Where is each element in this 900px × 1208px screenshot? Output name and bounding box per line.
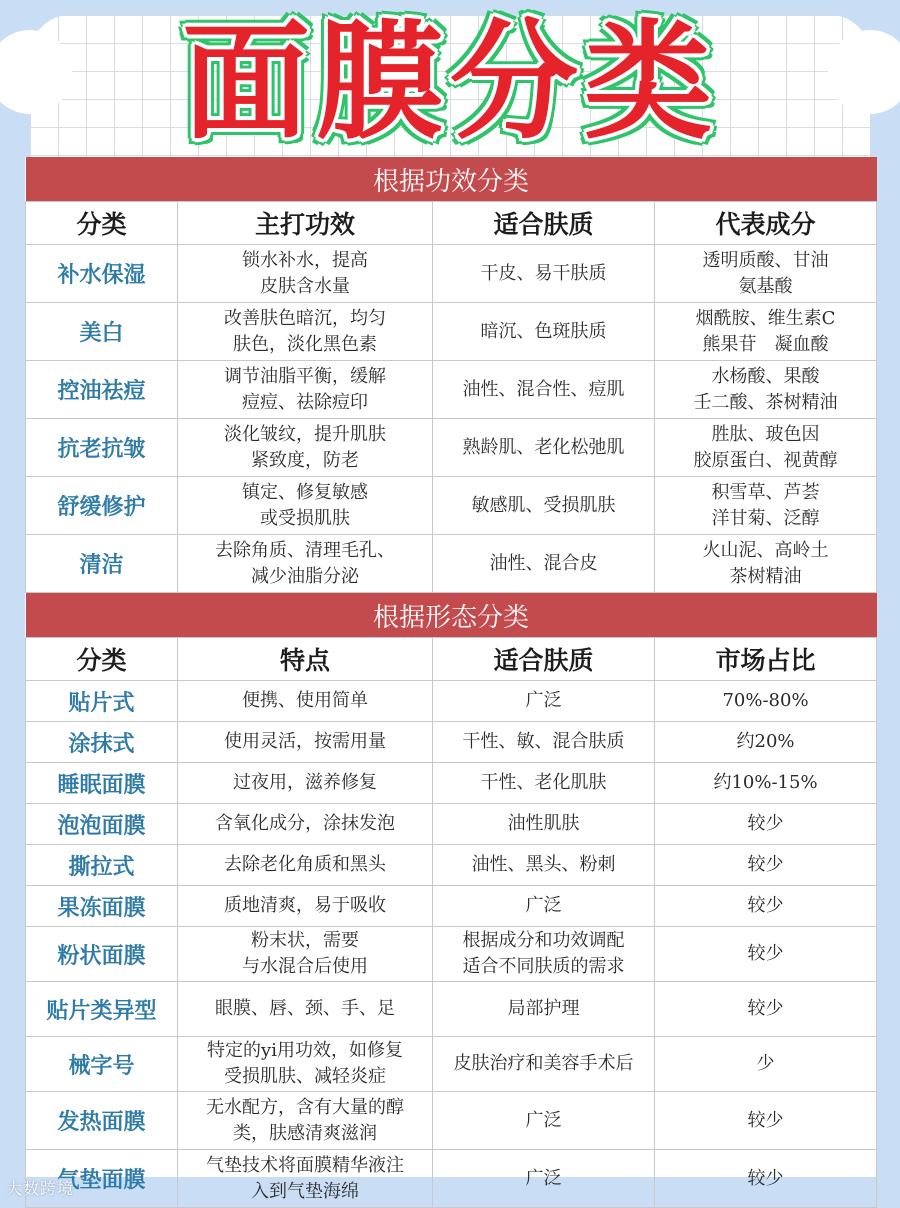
category-cell: 舒缓修护 <box>26 477 178 535</box>
category-cell: 补水保湿 <box>26 245 178 303</box>
skin-cell <box>433 722 655 763</box>
skin-cell <box>433 535 655 593</box>
feature-cell <box>178 804 433 845</box>
ingredients-cell-line: 洋甘菊、泛醇 <box>711 507 820 529</box>
ingredients-cell-line: 胜肽、玻色因 <box>711 423 820 445</box>
table-row <box>26 804 877 845</box>
skin-cell <box>433 1037 655 1092</box>
table-row <box>26 303 877 361</box>
table-row <box>26 535 877 593</box>
ingredients-cell-line: 积雪草、芦荟 <box>711 481 820 503</box>
ingredients-cell-line: 熊果苷 凝血酸 <box>702 333 829 355</box>
section-heading: 根据功效分类 <box>26 157 877 202</box>
feature-cell <box>178 845 433 886</box>
category-cell: 械字号 <box>26 1037 178 1092</box>
feature-cell-line: 去除老化角质和黑头 <box>224 854 386 875</box>
skin-cell <box>433 303 655 361</box>
share-cell: 较少 <box>655 886 877 927</box>
category-cell: 发热面膜 <box>26 1092 178 1150</box>
skin-cell-line: 广泛 <box>525 895 562 916</box>
skin-cell-line: 油性、黑头、粉刺 <box>471 854 616 875</box>
feature-cell-line: 眼膜、唇、颈、手、足 <box>215 998 395 1019</box>
ingredients-cell-line: 水杨酸、果酸 <box>711 365 820 387</box>
category-cell: 睡眠面膜 <box>26 763 178 804</box>
table-row <box>26 886 877 927</box>
effect-cell-line: 皮肤含水量 <box>260 275 350 297</box>
effect-cell <box>178 535 433 593</box>
feature-cell-line: 粉末状，需要 <box>251 930 359 951</box>
ingredients-cell <box>655 361 877 419</box>
ingredients-cell <box>655 245 877 303</box>
skin-cell-line: 根据成分和功效调配 <box>462 930 625 951</box>
category-cell: 美白 <box>26 303 178 361</box>
share-cell: 较少 <box>655 982 877 1037</box>
skin-cell-line: 广泛 <box>525 1167 562 1189</box>
skin-cell <box>433 927 655 982</box>
table-row <box>26 419 877 477</box>
skin-cell-line: 干性、老化肌肤 <box>480 772 607 793</box>
table-row <box>26 982 877 1037</box>
feature-cell <box>178 1150 433 1208</box>
share-cell: 少 <box>655 1037 877 1092</box>
column-header: 适合肤质 <box>433 638 655 681</box>
feature-cell-line: 便携、使用简单 <box>242 690 368 711</box>
category-cell: 贴片式 <box>26 681 178 722</box>
column-header: 适合肤质 <box>433 202 655 245</box>
skin-cell-line: 广泛 <box>525 690 562 711</box>
effect-cell-line: 锁水补水，提高 <box>242 249 368 271</box>
skin-cell-line: 皮肤治疗和美容手术后 <box>453 1053 634 1074</box>
skin-cell-line: 油性肌肤 <box>507 813 580 834</box>
skin-cell <box>433 681 655 722</box>
column-header: 主打功效 <box>178 202 433 245</box>
skin-cell-line: 油性、混合皮 <box>489 552 598 574</box>
effect-cell <box>178 303 433 361</box>
skin-cell-line: 油性、混合性、痘肌 <box>462 378 625 400</box>
table-row <box>26 1037 877 1092</box>
effect-cell-line: 肤色，淡化黑色素 <box>233 333 377 355</box>
effect-cell-line: 镇定、修复敏感 <box>242 481 368 503</box>
category-cell: 贴片类异型 <box>26 982 178 1037</box>
column-header: 特点 <box>178 638 433 681</box>
watermark-logo: 大数跨境 <box>6 1179 75 1198</box>
feature-cell-line: 入到气垫海绵 <box>251 1180 359 1202</box>
category-cell: 泡泡面膜 <box>26 804 178 845</box>
skin-cell <box>433 886 655 927</box>
feature-cell-line: 质地清爽，易于吸收 <box>224 895 386 916</box>
form-table <box>25 593 877 1208</box>
effect-cell <box>178 361 433 419</box>
effect-cell-line: 去除角质、清理毛孔、 <box>215 539 395 561</box>
skin-cell-line: 适合不同肤质的需求 <box>462 956 625 977</box>
category-cell: 粉状面膜 <box>26 927 178 982</box>
feature-cell <box>178 1037 433 1092</box>
feature-cell-line: 气垫技术将面膜精华液注 <box>206 1154 404 1176</box>
ingredients-cell <box>655 419 877 477</box>
share-cell: 约20% <box>655 722 877 763</box>
ingredients-cell-line: 胶原蛋白、视黄醇 <box>693 449 838 471</box>
header-row <box>26 638 877 681</box>
effect-cell-line: 淡化皱纹，提升肌肤 <box>224 423 386 445</box>
effect-cell <box>178 419 433 477</box>
category-cell: 气垫面膜 <box>26 1150 178 1208</box>
effect-cell <box>178 477 433 535</box>
skin-cell <box>433 804 655 845</box>
feature-cell <box>178 927 433 982</box>
table-row <box>26 361 877 419</box>
skin-cell <box>433 1092 655 1150</box>
table-row <box>26 681 877 722</box>
category-cell: 撕拉式 <box>26 845 178 886</box>
table-row <box>26 1150 877 1208</box>
skin-cell <box>433 763 655 804</box>
feature-cell-line: 无水配方，含有大量的醇 <box>206 1096 404 1118</box>
skin-cell <box>433 419 655 477</box>
feature-cell-line: 过夜用，滋养修复 <box>233 772 377 793</box>
skin-cell-line: 暗沉、色斑肤质 <box>480 320 607 342</box>
skin-cell-line: 干皮、易干肤质 <box>480 262 607 284</box>
ingredients-cell <box>655 477 877 535</box>
feature-cell <box>178 722 433 763</box>
section-banner <box>26 157 877 202</box>
table-row <box>26 845 877 886</box>
share-cell: 较少 <box>655 927 877 982</box>
category-cell: 果冻面膜 <box>26 886 178 927</box>
skin-cell <box>433 245 655 303</box>
table-row <box>26 477 877 535</box>
share-cell: 较少 <box>655 845 877 886</box>
ingredients-cell-line: 壬二酸、茶树精油 <box>693 391 838 413</box>
feature-cell-line: 特定的yi用功效，如修复 <box>207 1040 403 1061</box>
effect-cell-line: 改善肤色暗沉，均匀 <box>224 307 386 329</box>
effect-cell-line: 调节油脂平衡，缓解 <box>224 365 386 387</box>
skin-cell <box>433 477 655 535</box>
skin-cell-line: 熟龄肌、老化松弛肌 <box>462 436 625 458</box>
skin-cell <box>433 845 655 886</box>
efficacy-table <box>25 157 877 593</box>
page-title: 面膜分类 <box>181 8 718 157</box>
skin-cell-line: 干性、敏、混合肤质 <box>462 731 625 752</box>
feature-cell-line: 含氧化成分，涂抹发泡 <box>215 813 395 834</box>
effect-cell-line: 痘痘、祛除痘印 <box>242 391 368 413</box>
feature-cell-line: 与水混合后使用 <box>242 956 368 977</box>
table-row <box>26 245 877 303</box>
share-cell: 70%-80% <box>655 681 877 722</box>
feature-cell <box>178 982 433 1037</box>
share-cell: 较少 <box>655 804 877 845</box>
feature-cell <box>178 763 433 804</box>
skin-cell-line: 广泛 <box>525 1109 562 1131</box>
skin-cell-line: 敏感肌、受损肌肤 <box>471 494 616 516</box>
feature-cell <box>178 681 433 722</box>
effect-cell-line: 减少油脂分泌 <box>251 565 359 587</box>
table-row <box>26 1092 877 1150</box>
header-row <box>26 202 877 245</box>
column-header: 市场占比 <box>655 638 877 681</box>
feature-cell <box>178 886 433 927</box>
column-header: 代表成分 <box>655 202 877 245</box>
table-row <box>26 722 877 763</box>
table-row <box>26 763 877 804</box>
feature-cell <box>178 1092 433 1150</box>
column-header: 分类 <box>26 638 178 681</box>
section-banner <box>26 593 877 638</box>
category-cell: 抗老抗皱 <box>26 419 178 477</box>
section-heading: 根据形态分类 <box>26 593 877 638</box>
category-cell: 涂抹式 <box>26 722 178 763</box>
feature-cell-line: 受损肌肤、减轻炎症 <box>224 1066 386 1087</box>
share-cell: 约10%-15% <box>655 763 877 804</box>
effect-cell <box>178 245 433 303</box>
ingredients-cell <box>655 535 877 593</box>
effect-cell-line: 或受损肌肤 <box>260 507 350 529</box>
share-cell: 较少 <box>655 1150 877 1208</box>
ingredients-cell-line: 氨基酸 <box>738 275 793 297</box>
skin-cell-line: 局部护理 <box>507 998 580 1019</box>
skin-cell <box>433 1150 655 1208</box>
effect-cell-line: 紧致度，防老 <box>251 449 359 471</box>
feature-cell-line: 使用灵活，按需用量 <box>224 731 386 752</box>
feature-cell-line: 类，肤感清爽滋润 <box>233 1122 377 1144</box>
share-cell: 较少 <box>655 1092 877 1150</box>
ingredients-cell <box>655 303 877 361</box>
category-cell: 清洁 <box>26 535 178 593</box>
skin-cell <box>433 982 655 1037</box>
category-cell: 控油祛痘 <box>26 361 178 419</box>
table-row <box>26 927 877 982</box>
skin-cell <box>433 361 655 419</box>
ingredients-cell-line: 茶树精油 <box>729 565 802 587</box>
ingredients-cell-line: 火山泥、高岭土 <box>702 539 829 561</box>
ingredients-cell-line: 透明质酸、甘油 <box>702 249 829 271</box>
ingredients-cell-line: 烟酰胺、维生素C <box>695 307 836 329</box>
column-header: 分类 <box>26 202 178 245</box>
